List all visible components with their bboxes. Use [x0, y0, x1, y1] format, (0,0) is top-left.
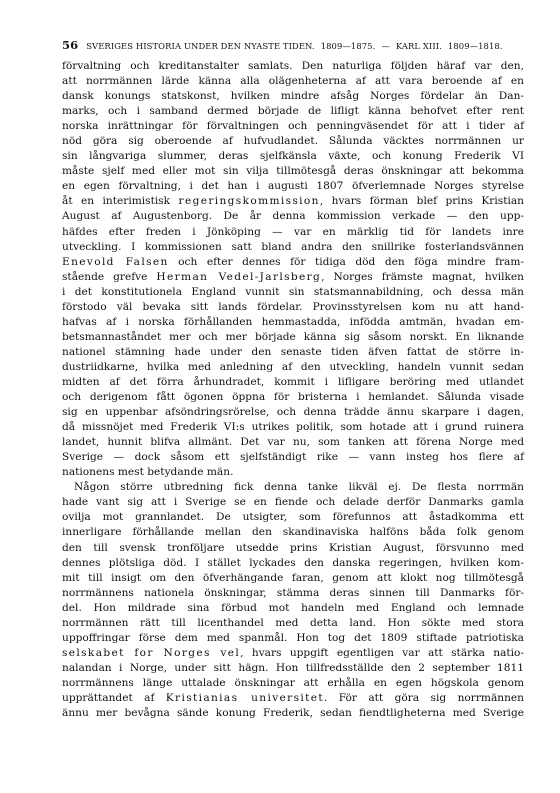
- text-line: nationens mest betydande män.: [62, 466, 234, 479]
- text-line: utveckling. I kommissionen satt bland andra den snillrike fosterlandsvännen: [62, 240, 524, 253]
- text-line: förstodo väl bevaka sitt lands fördelar. Provinsstyrelsen kom nu att hand-: [62, 300, 524, 313]
- text-line: nalandan i Norge, under sitt hägn. Hon tillfredsställde den 2 september 1811: [62, 661, 524, 674]
- text-line: norrmännens länge uttalade önskningar att erhålla en egen högskola genom: [62, 676, 524, 689]
- running-header: [62, 38, 524, 52]
- line-tail: , hvars uppgift egentligen var att stärka natio-: [240, 646, 525, 659]
- text-line: [62, 194, 524, 209]
- text-line: ännu mer bevågna sände konung Frederik, sedan fiendtligheterna med Sverige: [62, 707, 524, 720]
- text-line: ovilja mot grannlandet. De utsigter, som förefunnos att åstadkomma ett: [62, 511, 524, 524]
- page-number: 56: [62, 38, 79, 52]
- text-line: måste sjelf med eller mot sin vilja tillmötesgå deras önskningar att bekomma: [62, 165, 524, 178]
- line-tail: och efter dennes för tidiga död den föga mindre fram-: [168, 255, 524, 268]
- text-line: förvaltning och kreditanstalter samlats. Den naturliga följden häraf var den,: [62, 60, 524, 72]
- text-line: uppoffringar förse dem med spanmål. Hon tog det 1809 stiftade patriotiska: [62, 631, 524, 644]
- text-line: en egen förvaltning, i det han i augusti 1807 öfverlemnade Norges styrelse: [62, 180, 524, 193]
- text-line: dustriidkarne, hvilka med anledning af den utveckling, handeln vunnit sedan: [62, 360, 524, 373]
- line-tail: , hvars förman blef prins Kristian: [319, 195, 524, 208]
- text-line: innerligare förhållande mellan den skandinaviska halföns båda folk genom: [62, 526, 524, 539]
- spaced-term: Kristianias universitet: [165, 691, 324, 704]
- text-line: och derigenom fått ögonen öppna för bristerna i hemlandet. Sålunda visade: [62, 391, 524, 404]
- text-line: dansk konungs statskonst, hvilken mindre afsåg Norges fördelar än Dan-: [62, 90, 524, 103]
- text-line: nöd göra sig oberoende af hufvudlandet. Sålunda väcktes norrmännen ur: [62, 135, 524, 148]
- text-line: landet, hunnit blifva allmänt. Det var nu, som tanken att förena Norge med: [62, 436, 524, 449]
- text-line: [62, 255, 524, 270]
- text-line: nationel stämning hade under den senaste tiden äfven fattat de större in-: [62, 345, 524, 358]
- spaced-term: regeringskommission: [178, 195, 320, 208]
- body-text: [62, 59, 524, 721]
- line-lead: åt en interimistisk: [62, 195, 179, 208]
- text-line: mit till insigt om den öfverhängande faran, genom att klokt nog tillmötesgå: [62, 571, 524, 584]
- text-line: då missnöjet med Frederik VI:s utrikes politik, som hotade att i grund ruinera: [62, 421, 524, 434]
- text-line: dennes plötsliga död. I stället lyckades den danska regeringen, hvilken kom-: [62, 556, 524, 569]
- spaced-term: Herman Vedel-Jarlsberg: [156, 270, 322, 283]
- text-line: [62, 270, 524, 285]
- header-dash: —: [381, 41, 390, 51]
- text-line: August af Augustenborg. De år denna kommission verkade — den upp-: [62, 210, 524, 223]
- running-title: SVERIGES HISTORIA UNDER DEN NYASTE TIDEN.: [86, 41, 315, 51]
- text-line: Sverige — dock såsom ett sjelfständigt rike — vann insteg hos flere af: [62, 451, 524, 464]
- period-years: 1809—1875.: [320, 41, 376, 51]
- text-line: norrmännens nationela önskningar, stämma deras sinnen till Danmarks för-: [62, 586, 524, 599]
- text-line: hade vant sig att i Sverige se en fiende och delade derför Danmarks gamla: [62, 496, 524, 509]
- text-line: norska inrättningar för förvaltningen och penningväsendet för att i tider af: [62, 120, 524, 133]
- text-line: midten af det förra århundradet, kommit i lifligare beröring med utlandet: [62, 375, 524, 388]
- text-line: att norrmännen lärde känna alla olägenheterna af att vara beroende af en: [62, 75, 524, 88]
- book-page: [62, 38, 524, 721]
- text-line: den till svensk tronföljare utsedde prins Kristian August, försvunno med: [62, 541, 524, 554]
- text-line: hafvas af i norska förhållanden hemmastadda, infödda amtmän, hvadan em-: [62, 315, 524, 328]
- spaced-term: selskabet for Norges vel: [62, 646, 241, 659]
- text-line: [62, 646, 524, 661]
- reign-years: 1809—1818.: [447, 41, 503, 51]
- line-tail: , Norges främste magnat, hvilken: [321, 270, 524, 283]
- text-line: norrmännen rätt till licenthandel med detta land. Hon sökte med stora: [62, 616, 524, 629]
- line-lead: upprättandet af: [62, 691, 166, 704]
- text-line: Någon större utbredning fick denna tanke likväl ej. De flesta norrmän: [74, 481, 524, 494]
- reign-name: KARL XIII.: [395, 41, 442, 51]
- text-line: sig en uppenbar afsöndringsrörelse, och denna trädde ännu skarpare i dagen,: [62, 406, 524, 419]
- text-line: marks, och i samband dermed började de lifligt känna behofvet efter rent: [62, 105, 524, 118]
- text-line: sin långvariga slummer, deras sjelfkänsla växte, och konung Frederik VI: [62, 150, 524, 163]
- text-line: del. Hon mildrade sina förbud mot handeln med England och lemnade: [62, 601, 524, 614]
- text-line: [62, 691, 524, 706]
- text-line: häfdes efter freden i Jönköping — var en märklig tid för landets inre: [62, 225, 524, 238]
- spaced-term: Enevold Falsen: [62, 255, 169, 268]
- text-line: i det konstitutionela England vunnit sin statsmannabildning, och dessa män: [62, 285, 524, 298]
- line-tail: . För att göra sig norrmännen: [323, 691, 524, 704]
- text-line: betsmannaståndet mer och mer började känna sig såsom norskt. En liknande: [62, 330, 524, 343]
- line-lead: stående grefve: [62, 270, 157, 283]
